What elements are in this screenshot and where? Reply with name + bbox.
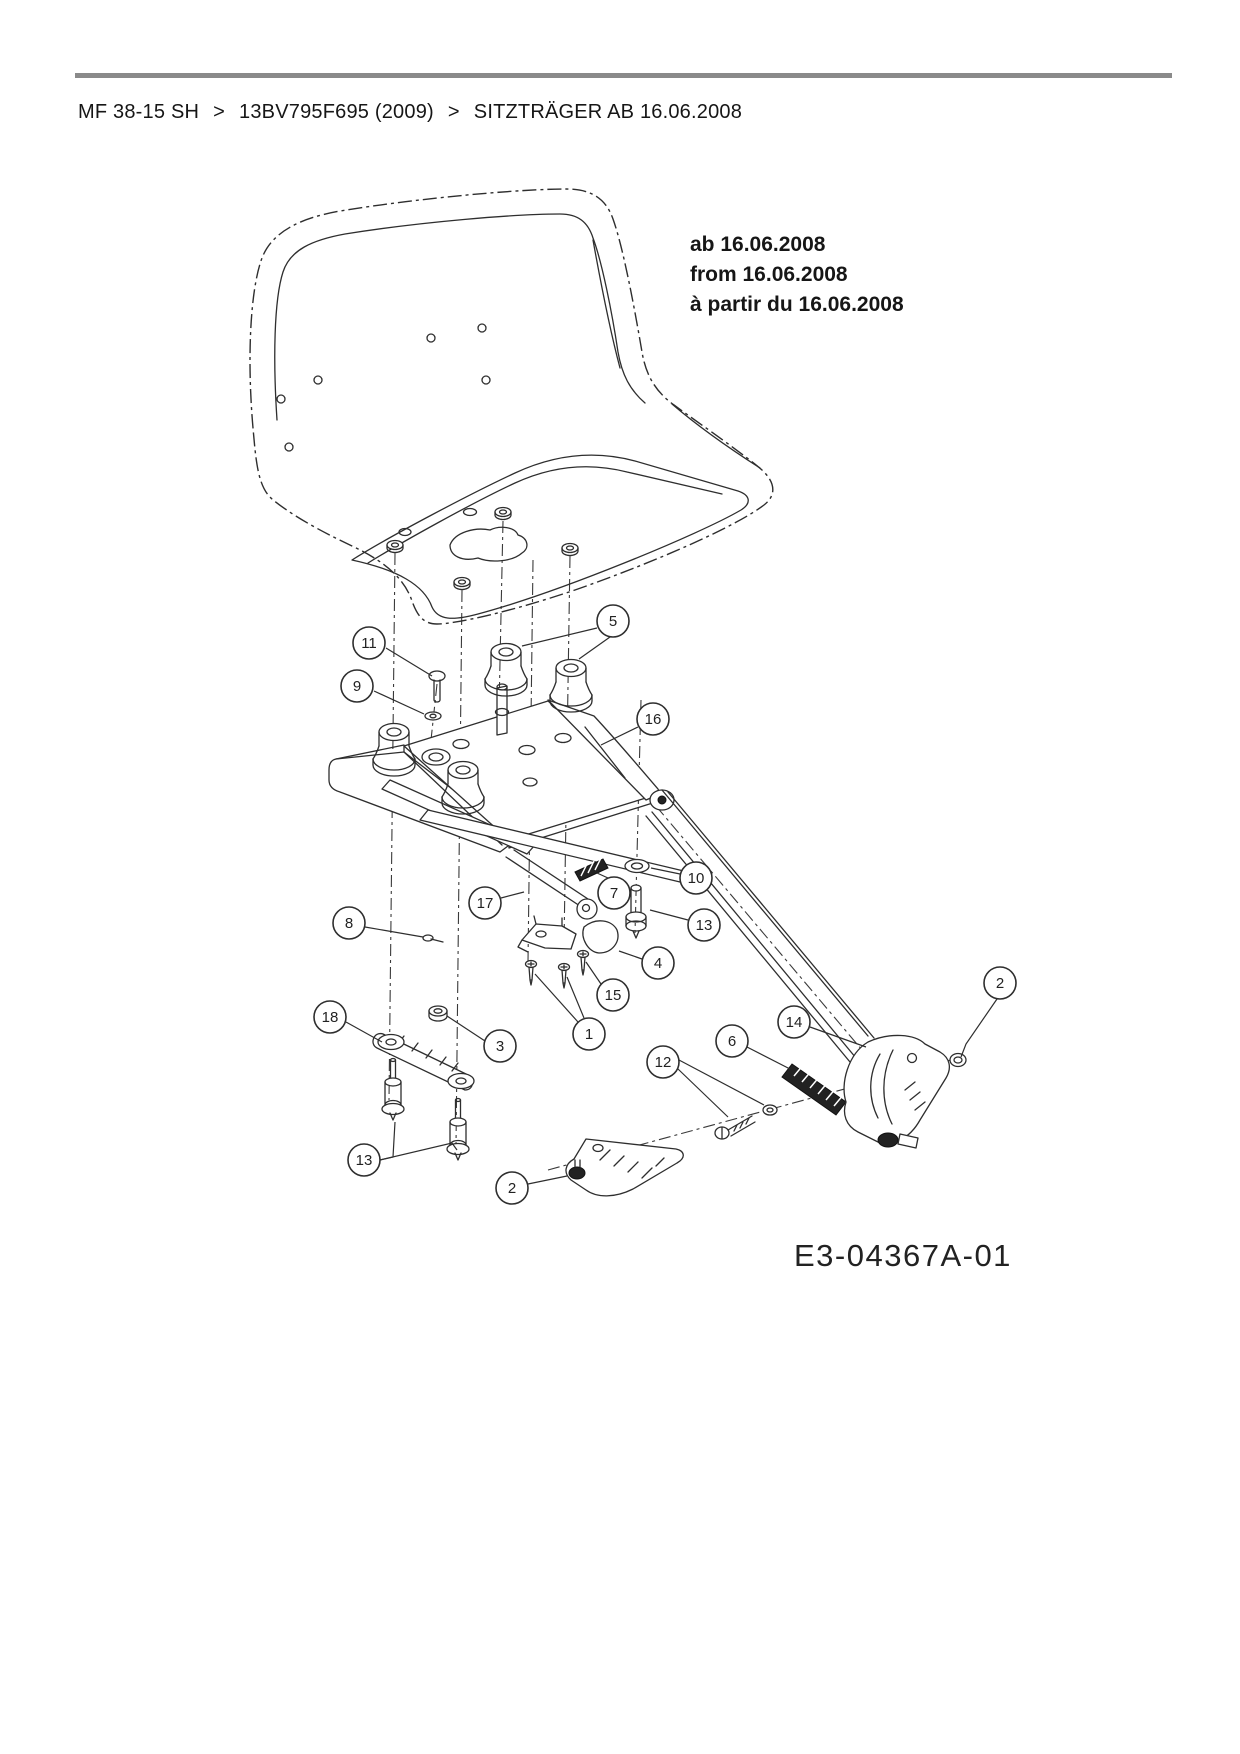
drawing-number: E3-04367A-01 (794, 1238, 1012, 1273)
callout-balloon-18 (314, 1001, 346, 1033)
svg-text:7: 7 (609, 885, 619, 902)
callout-balloon-5 (597, 605, 629, 637)
callout-leader-5 (522, 628, 597, 646)
lower-left-hardware-drawing (373, 1006, 683, 1196)
callout-leader-11 (386, 648, 432, 676)
callout-balloon-14 (778, 1006, 810, 1038)
callout-leader-3 (447, 1016, 485, 1041)
callout-leader-8 (365, 927, 423, 937)
svg-text:10: 10 (687, 870, 705, 887)
callout-balloon-17 (469, 887, 501, 919)
callout-leader-13 (650, 910, 688, 920)
callout-balloon-6 (716, 1025, 748, 1057)
callout-leader-17 (501, 892, 524, 898)
callout-leader-2 (528, 1176, 567, 1184)
svg-text:14: 14 (785, 1014, 803, 1031)
callout-leader-7 (597, 873, 608, 878)
breadcrumb-item-assembly[interactable]: SITZTRÄGER AB 16.06.2008 (473, 101, 743, 123)
callout-leader-13 (380, 1143, 457, 1160)
svg-text:1: 1 (584, 1026, 594, 1043)
svg-text:15: 15 (604, 987, 622, 1004)
svg-text:9: 9 (352, 678, 362, 695)
callout-leader-12 (678, 1069, 728, 1117)
callout-balloon-8 (333, 907, 365, 939)
callout-leader-18 (346, 1022, 382, 1042)
breadcrumb-separator: > (447, 101, 460, 123)
callout-balloon-12 (647, 1046, 679, 1078)
callout-balloon-13 (688, 909, 720, 941)
callout-balloon-1 (573, 1018, 605, 1050)
svg-text:12: 12 (654, 1054, 672, 1071)
svg-text:18: 18 (321, 1009, 339, 1026)
callout-leader-9 (374, 691, 424, 714)
callout-leader-1 (535, 974, 578, 1022)
svg-text:16: 16 (644, 711, 662, 728)
callout-balloon-16 (637, 703, 669, 735)
annotation-line-en: from 16.06.2008 (690, 263, 848, 286)
svg-text:2: 2 (507, 1180, 517, 1197)
seat-drawing (250, 189, 773, 624)
callout-leader-6 (747, 1047, 790, 1069)
callout-leader-15 (586, 962, 601, 984)
callout-balloon-11 (353, 627, 385, 659)
svg-text:4: 4 (653, 955, 663, 972)
svg-text:2: 2 (995, 975, 1005, 992)
callout-balloon-10 (680, 862, 712, 894)
callout-balloon-2 (496, 1172, 528, 1204)
svg-text:13: 13 (355, 1152, 373, 1169)
callout-leader-4 (619, 951, 642, 959)
callout-balloon-9 (341, 670, 373, 702)
breadcrumb-separator: > (213, 101, 226, 123)
annotation-line-de: ab 16.06.2008 (690, 233, 826, 256)
bracket-plate-drawing (329, 684, 688, 882)
svg-text:6: 6 (727, 1033, 737, 1050)
svg-text:5: 5 (608, 613, 618, 630)
callout-balloon-15 (597, 979, 629, 1011)
callout-balloon-13 (348, 1144, 380, 1176)
svg-text:8: 8 (344, 915, 354, 932)
callout-balloon-2 (984, 967, 1016, 999)
svg-text:3: 3 (495, 1038, 505, 1055)
svg-text:13: 13 (695, 917, 713, 934)
callout-leader-5 (579, 637, 610, 659)
callout-balloon-3 (484, 1030, 516, 1062)
annotation-line-fr: à partir du 16.06.2008 (690, 293, 904, 316)
svg-text:17: 17 (476, 895, 494, 912)
lower-right-hardware-drawing (715, 1035, 966, 1148)
callout-leader-14 (810, 1027, 866, 1047)
callout-leader-2 (961, 999, 997, 1057)
support-arm-drawing (646, 790, 874, 1062)
callout-leader-13 (380, 1122, 395, 1160)
callout-balloon-4 (642, 947, 674, 979)
breadcrumb-item-article[interactable]: 13BV795F695 (2009) (239, 101, 434, 123)
callout-balloon-7 (598, 877, 630, 909)
svg-text:11: 11 (361, 635, 377, 652)
breadcrumb-item-model[interactable]: MF 38-15 SH (78, 101, 200, 123)
